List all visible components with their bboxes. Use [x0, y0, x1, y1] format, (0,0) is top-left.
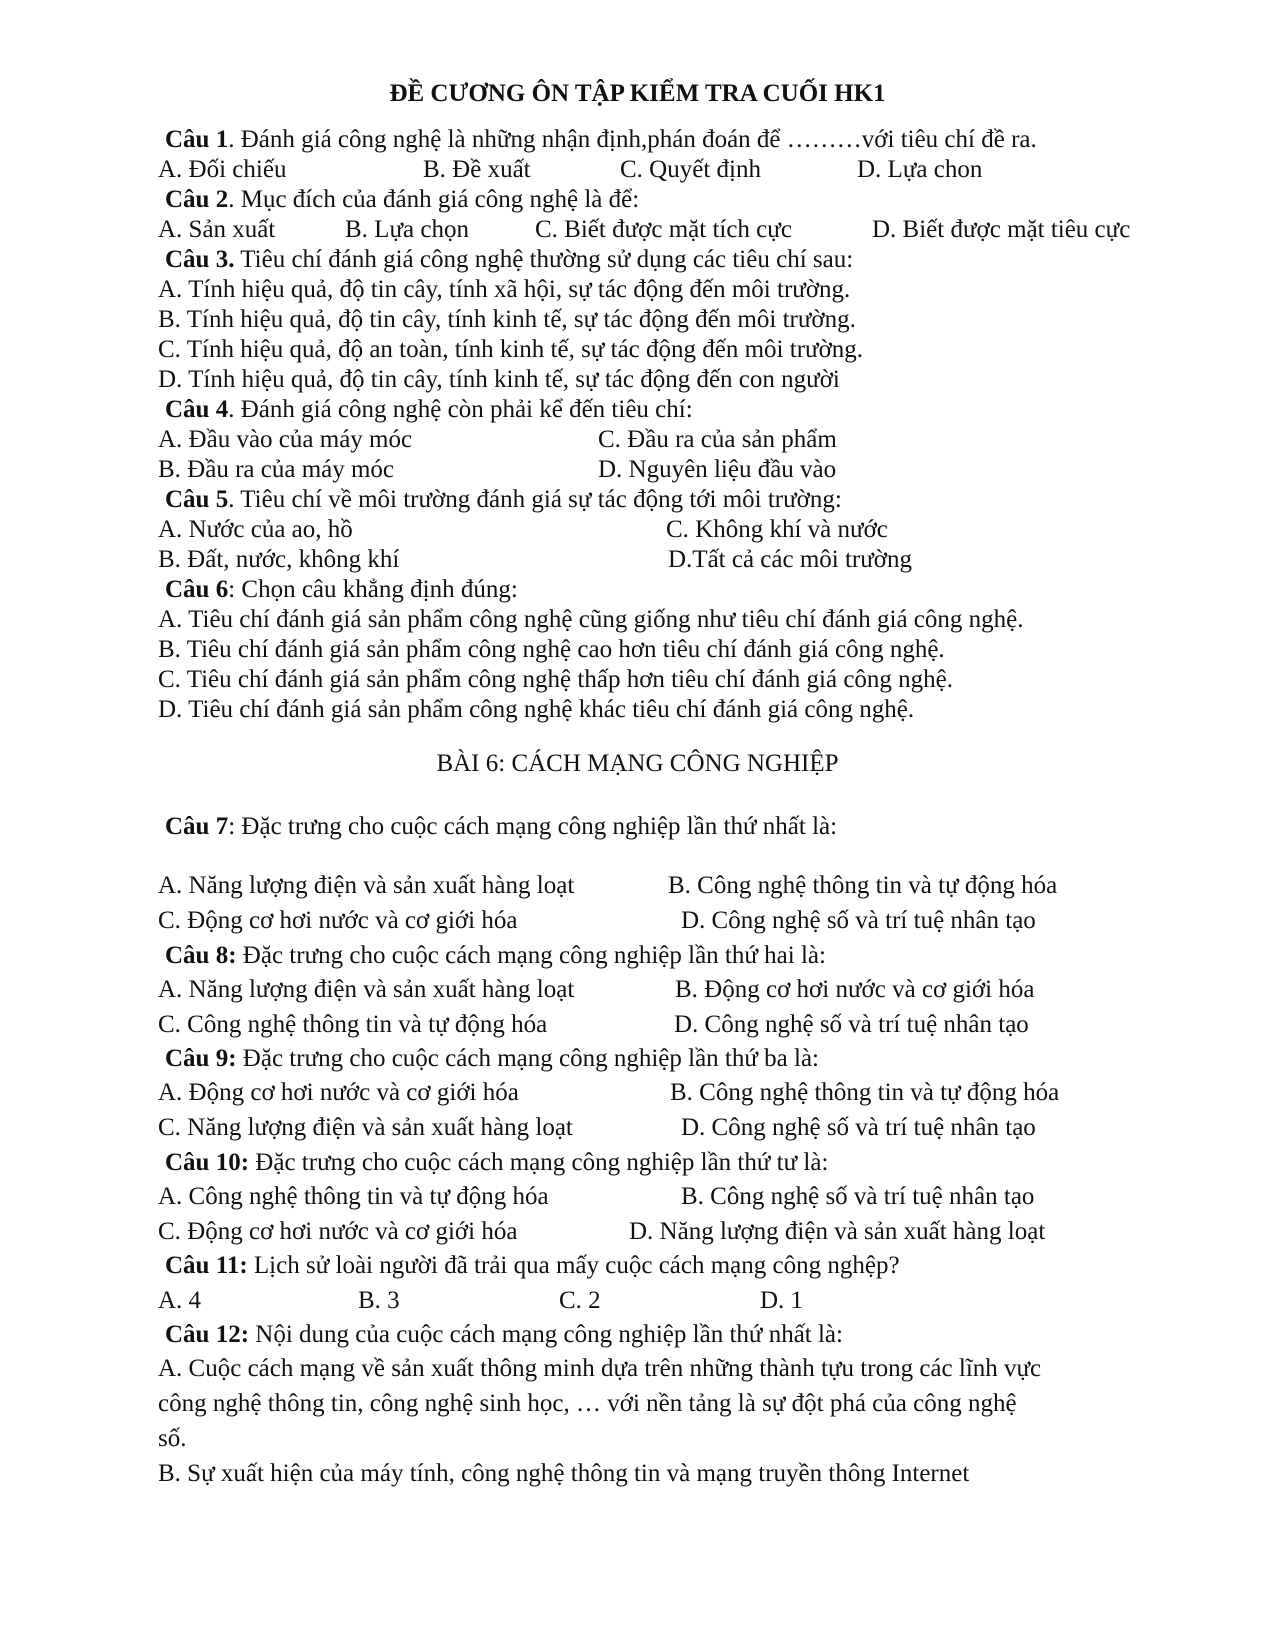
option-b: B. Lựa chọn [345, 216, 469, 243]
option-a: A. 4 [158, 1287, 202, 1314]
question-text: : Đặc trưng cho cuộc cách mạng công nghiệp lần thứ nhất là: [228, 813, 838, 840]
question-label: Câu 3. [165, 246, 235, 273]
option-c: C. Biết được mặt tích cực [535, 216, 792, 243]
option-a: A. Động cơ hơi nước và cơ giới hóa [158, 1079, 519, 1106]
option-a: A. Đối chiếu [158, 156, 287, 183]
option-c: C. Không khí và nước [666, 516, 888, 543]
question-2 [165, 185, 639, 215]
option-a-continued: số. [158, 1425, 187, 1452]
option-a-continued: công nghệ thông tin, công nghệ sinh học, … với nền tảng là sự đột phá của công nghệ [158, 1390, 1017, 1417]
question-text: Nội dung của cuộc cách mạng công nghiệp lần thứ nhất là: [249, 1321, 843, 1348]
question-text: Đặc trưng cho cuộc cách mạng công nghiệp lần thứ tư là: [249, 1149, 829, 1176]
option-c: C. Động cơ hơi nước và cơ giới hóa [158, 907, 518, 934]
question-label: Câu 10: [165, 1149, 250, 1176]
question-label: Câu 1 [165, 126, 229, 153]
option-a: A. Năng lượng điện và sản xuất hàng loạt [158, 976, 575, 1003]
question-text: Lịch sử loài người đã trải qua mấy cuộc cách mạng công nghệp? [247, 1252, 900, 1279]
question-text: . Tiêu chí về môi trường đánh giá sự tác động tới môi trường: [228, 486, 842, 513]
option-c: C. 2 [559, 1287, 601, 1314]
question-text: . Đánh giá công nghệ còn phải kể đến tiêu chí: [228, 396, 693, 423]
question-5 [165, 485, 842, 515]
question-label: Câu 9: [165, 1045, 237, 1072]
option-d: D. 1 [760, 1287, 804, 1314]
question-text: . Mục đích của đánh giá công nghệ là để: [228, 186, 640, 213]
question-label: Câu 5 [165, 486, 229, 513]
option-b: B. Công nghệ thông tin và tự động hóa [668, 872, 1058, 899]
question-label: Câu 6 [165, 576, 229, 603]
option-c: C. Đầu ra của sản phẩm [598, 426, 837, 453]
option-d: D.Tất cả các môi trường [668, 546, 913, 573]
option-b: B. Đất, nước, không khí [158, 546, 400, 573]
question-text: Đặc trưng cho cuộc cách mạng công nghiệp lần thứ ba là: [236, 1045, 819, 1072]
option-a: A. Nước của ao, hồ [158, 516, 353, 543]
option-d: D. Năng lượng điện và sản xuất hàng loạt [629, 1218, 1046, 1245]
question-8 [165, 941, 826, 971]
option-b: B. Công nghệ số và trí tuệ nhân tạo [681, 1183, 1035, 1210]
question-text: . Đánh giá công nghệ là những nhận định,phán đoán để ………với tiêu chí đề ra. [228, 126, 1037, 153]
question-11 [165, 1251, 900, 1281]
question-label: Câu 12: [165, 1321, 250, 1348]
question-label: Câu 8: [165, 942, 237, 969]
question-text: Đặc trưng cho cuộc cách mạng công nghiệp lần thứ hai là: [236, 942, 826, 969]
question-6 [165, 575, 518, 605]
option-c: C. Năng lượng điện và sản xuất hàng loạt [158, 1114, 573, 1141]
page-title: ĐỀ CƯƠNG ÔN TẬP KIỂM TRA CUỐI HK1 [389, 80, 886, 107]
option-d: D. Biết được mặt tiêu cực [872, 216, 1131, 243]
option-b: B. Tính hiệu quả, độ tin cây, tính kinh tế, sự tác động đến môi trường. [158, 306, 856, 333]
question-label: Câu 2 [165, 186, 229, 213]
option-d: D. Công nghệ số và trí tuệ nhân tạo [681, 907, 1036, 934]
question-10 [165, 1148, 828, 1178]
option-c: C. Công nghệ thông tin và tự động hóa [158, 1011, 548, 1038]
option-d: D. Công nghệ số và trí tuệ nhân tạo [674, 1011, 1029, 1038]
question-label: Câu 11: [165, 1252, 248, 1279]
option-d: D. Tiêu chí đánh giá sản phẩm công nghệ khác tiêu chí đánh giá công nghệ. [158, 696, 915, 723]
option-a: A. Năng lượng điện và sản xuất hàng loạt [158, 872, 575, 899]
option-b: B. Sự xuất hiện của máy tính, công nghệ thông tin và mạng truyền thông Internet [158, 1460, 970, 1487]
section-title: BÀI 6: CÁCH MẠNG CÔNG NGHIỆP [436, 750, 839, 777]
option-a: A. Tiêu chí đánh giá sản phẩm công nghệ cũng giống như tiêu chí đánh giá công nghệ. [158, 606, 1024, 633]
option-b: B. 3 [358, 1287, 400, 1314]
option-a: A. Tính hiệu quả, độ tin cây, tính xã hội, sự tác động đến môi trường. [158, 276, 851, 303]
option-b: B. Công nghệ thông tin và tự động hóa [670, 1079, 1060, 1106]
option-d: D. Lựa chon [857, 156, 983, 183]
option-b: B. Đề xuất [423, 156, 531, 183]
question-3 [165, 245, 853, 275]
question-7 [165, 812, 837, 842]
option-a: A. Đầu vào của máy móc [158, 426, 413, 453]
option-d: D. Nguyên liệu đầu vào [598, 456, 837, 483]
question-label: Câu 4 [165, 396, 229, 423]
option-b: B. Đầu ra của máy móc [158, 456, 395, 483]
option-c: C. Động cơ hơi nước và cơ giới hóa [158, 1218, 518, 1245]
option-a: A. Công nghệ thông tin và tự động hóa [158, 1183, 549, 1210]
question-1 [165, 125, 1037, 155]
option-a: A. Sản xuất [158, 216, 276, 243]
option-c: C. Tính hiệu quả, độ an toàn, tính kinh tế, sự tác động đến môi trường. [158, 336, 864, 363]
question-12 [165, 1320, 843, 1350]
option-d: D. Tính hiệu quả, độ tin cây, tính kinh tế, sự tác động đến con người [158, 366, 840, 393]
question-4 [165, 395, 693, 425]
question-label: Câu 7 [165, 813, 229, 840]
option-b: B. Tiêu chí đánh giá sản phẩm công nghệ cao hơn tiêu chí đánh giá công nghệ. [158, 636, 945, 663]
option-c: C. Quyết định [620, 156, 761, 183]
option-b: B. Động cơ hơi nước và cơ giới hóa [675, 976, 1035, 1003]
question-9 [165, 1044, 819, 1074]
question-text: : Chọn câu khẳng định đúng: [228, 576, 518, 603]
option-c: C. Tiêu chí đánh giá sản phẩm công nghệ thấp hơn tiêu chí đánh giá công nghệ. [158, 666, 954, 693]
option-a: A. Cuộc cách mạng về sản xuất thông minh dựa trên những thành tựu trong các lĩnh vực [158, 1355, 1042, 1382]
question-text: Tiêu chí đánh giá công nghệ thường sử dụng các tiêu chí sau: [234, 246, 854, 273]
option-d: D. Công nghệ số và trí tuệ nhân tạo [681, 1114, 1036, 1141]
